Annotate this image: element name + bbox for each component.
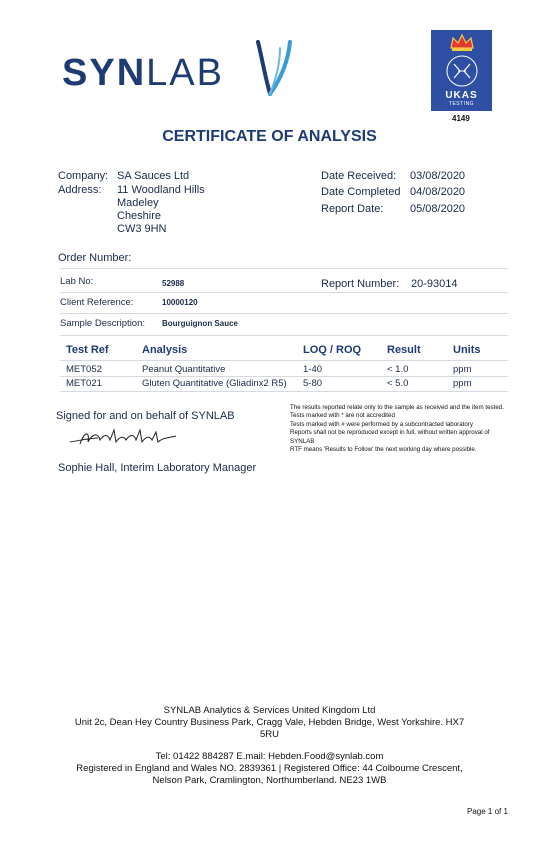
report-number-label: Report Number:	[321, 278, 400, 290]
signature-image	[68, 426, 180, 448]
divider	[60, 292, 508, 293]
page-title: CERTIFICATE OF ANALYSIS	[162, 128, 377, 145]
company-value: SA Sauces Ltd	[117, 170, 190, 182]
sample-description-label: Sample Description:	[60, 318, 146, 329]
signed-for-label: Signed for and on behalf of SYNLAB	[56, 410, 235, 422]
ukas-badge	[431, 30, 492, 111]
cell-test-ref: MET021	[66, 378, 102, 389]
divider	[60, 391, 508, 392]
crown-icon	[449, 32, 475, 52]
cell-loq-roq: 1-40	[303, 364, 323, 375]
column-header-result: Result	[387, 344, 421, 356]
logo-text-lab: LAB	[146, 52, 224, 94]
address-line-2: Madeley	[117, 197, 159, 209]
note-line: Reports shall not be reproduced except in full, without written approval of SYNLAB	[290, 429, 490, 445]
client-reference-value: 10000120	[162, 298, 198, 307]
divider	[60, 268, 508, 269]
page-number: Page 1 of 1	[467, 807, 508, 816]
date-received-value: 03/08/2020	[410, 170, 466, 182]
client-reference-label: Client Reference:	[60, 297, 134, 308]
cell-test-ref: MET052	[66, 364, 102, 375]
column-header-units: Units	[453, 344, 481, 356]
divider	[60, 313, 508, 314]
ukas-number: 4149	[452, 114, 470, 123]
cell-analysis: Peanut Quantitative	[142, 364, 226, 375]
report-number-value: 20-93014	[411, 278, 458, 290]
address-line-3: Cheshire	[117, 210, 162, 222]
footer-registered-line-2: Nelson Park, Cramlington, Northumberland. NE23 1WB	[152, 775, 387, 786]
logo-text-syn: SYN	[62, 52, 147, 94]
date-completed-value: 04/08/2020	[410, 186, 466, 198]
date-completed-label: Date Completed	[321, 186, 401, 198]
ukas-emblem-icon	[445, 54, 479, 88]
divider	[60, 376, 508, 377]
order-number-label: Order Number:	[58, 252, 132, 264]
ukas-label: UKAS	[445, 90, 478, 101]
cell-result: < 1.0	[387, 364, 409, 375]
address-label: Address:	[58, 184, 102, 196]
footer-company: SYNLAB Analytics & Services United Kingdom Ltd	[163, 705, 376, 716]
sample-description-value: Bourguignon Sauce	[162, 319, 238, 328]
address-line-1: 11 Woodland Hills	[117, 184, 205, 196]
ukas-testing-label: TESTING	[448, 101, 475, 107]
note-line: Tests marked with * are not accredited	[290, 412, 395, 420]
report-date-label: Report Date:	[321, 203, 384, 215]
address-line-4: CW3 9HN	[117, 223, 167, 235]
date-received-label: Date Received:	[321, 170, 397, 182]
column-header-analysis: Analysis	[142, 344, 188, 356]
cell-analysis: Gluten Quantitative (Gliadinx2 R5)	[142, 378, 287, 389]
synlab-swoosh-icon	[250, 40, 296, 96]
note-line: RTF means 'Results to Follow' the next working day where possible.	[290, 446, 477, 454]
footer-contact: Tel: 01422 884287 E.mail: Hebden.Food@synlab.com	[155, 751, 384, 762]
column-header-loq-roq: LOQ / ROQ	[303, 344, 362, 356]
notes-block	[290, 404, 508, 454]
footer-address-line-1: Unit 2c, Dean Hey Country Business Park, Cragg Vale, Hebden Bridge, West Yorkshire. HX7	[74, 717, 465, 728]
cell-result: < 5.0	[387, 378, 409, 389]
cell-loq-roq: 5-80	[303, 378, 323, 389]
note-line: The results reported relate only to the sample as received and the item tested.	[290, 404, 504, 411]
cell-units: ppm	[453, 364, 472, 375]
note-line: Tests marked with # were performed by a subcontracted laboratory	[290, 420, 473, 428]
signatory-name: Sophie Hall, Interim Laboratory Manager	[58, 462, 257, 474]
company-label: Company:	[58, 170, 109, 182]
synlab-logo	[62, 52, 224, 95]
divider	[60, 335, 508, 336]
footer-address-line-2: 5RU	[259, 729, 279, 740]
column-header-test-ref: Test Ref	[66, 344, 109, 356]
report-date-value: 05/08/2020	[410, 203, 466, 215]
footer-registered-line-1: Registered in England and Wales NO. 2839361 | Registered Office: 44 Colbourne Crescent,	[76, 763, 463, 774]
lab-no-value: 52988	[162, 279, 185, 288]
cell-units: ppm	[453, 378, 472, 389]
divider	[60, 360, 508, 361]
lab-no-label: Lab No:	[60, 276, 94, 287]
